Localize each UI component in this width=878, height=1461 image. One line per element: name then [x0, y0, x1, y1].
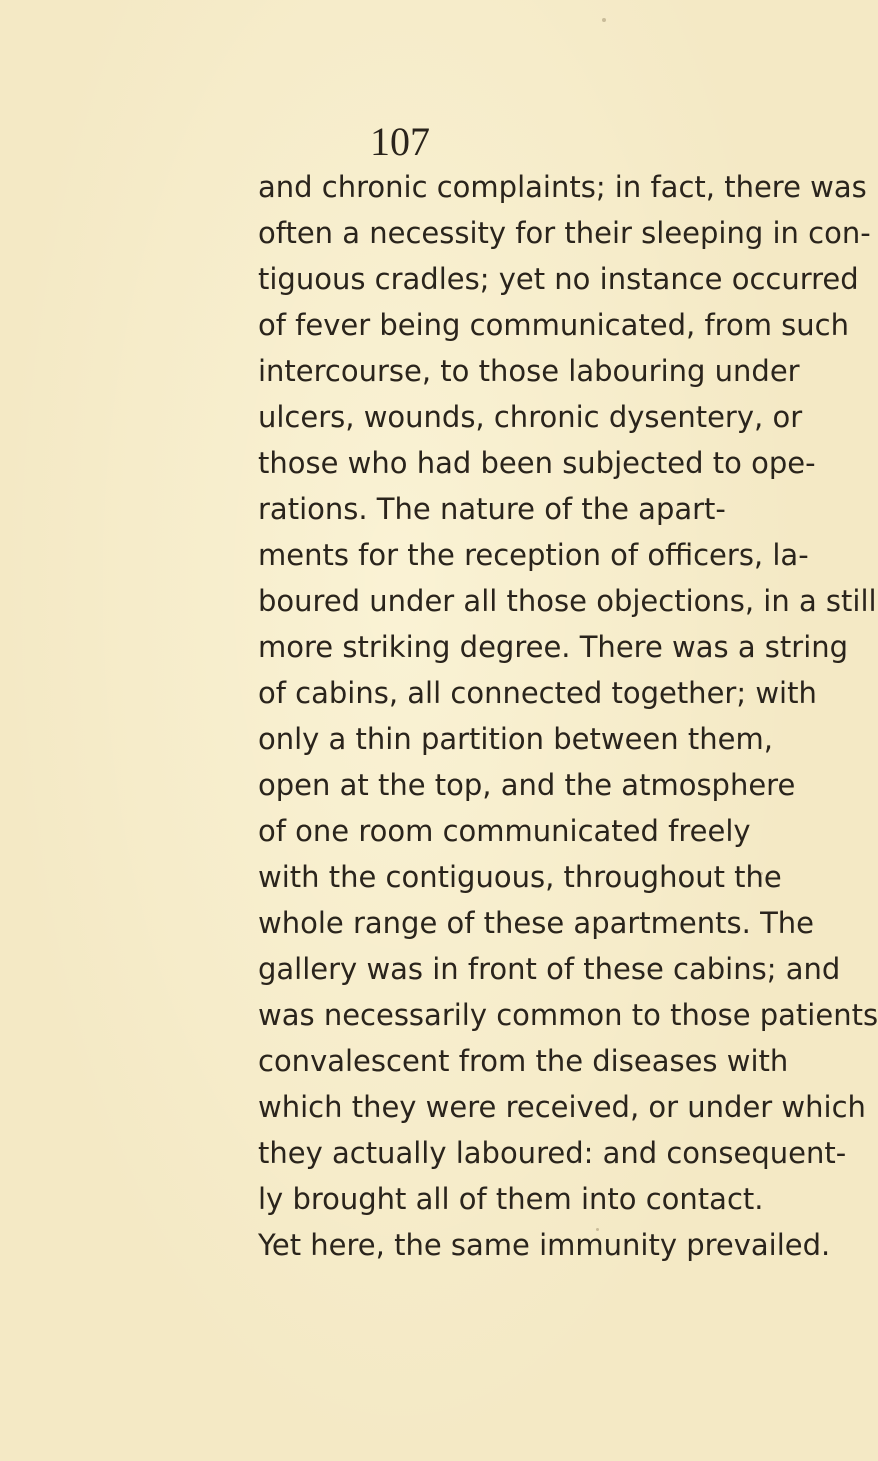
- text-line: rations. The nature of the apart-: [258, 492, 726, 526]
- text-line: open at the top, and the atmosphere: [258, 768, 796, 802]
- text-line: with the contiguous, throughout the: [258, 860, 782, 894]
- text-line: those who had been subjected to ope-: [258, 446, 816, 480]
- text-line: Yet here, the same immunity prevailed.: [258, 1228, 831, 1262]
- text-line: intercourse, to those labouring under: [258, 354, 800, 388]
- text-line: which they were received, or under which: [258, 1090, 866, 1124]
- text-line: ments for the reception of officers, la-: [258, 538, 809, 572]
- text-line: ulcers, wounds, chronic dysentery, or: [258, 400, 803, 434]
- text-line: more striking degree. There was a string: [258, 630, 849, 664]
- text-line: convalescent from the diseases with: [258, 1044, 789, 1078]
- text-line: of cabins, all connected together; with: [258, 676, 817, 710]
- text-line: and chronic complaints; in fact, there was: [258, 170, 867, 204]
- text-line: whole range of these apartments. The: [258, 906, 814, 940]
- text-line: of fever being communicated, from such: [258, 308, 849, 342]
- text-line: was necessarily common to those patients: [258, 998, 878, 1032]
- text-line: often a necessity for their sleeping in con-: [258, 216, 871, 250]
- page-number: 107: [370, 119, 430, 164]
- text-line: of one room communicated freely: [258, 814, 751, 848]
- text-line: ly brought all of them into contact.: [258, 1182, 764, 1216]
- text-line: only a thin partition between them,: [258, 722, 773, 756]
- text-line: gallery was in front of these cabins; and: [258, 952, 841, 986]
- text-line: they actually laboured: and consequent-: [258, 1136, 847, 1170]
- text-line: boured under all those objections, in a still: [258, 584, 877, 618]
- text-line: tiguous cradles; yet no instance occurred: [258, 262, 859, 296]
